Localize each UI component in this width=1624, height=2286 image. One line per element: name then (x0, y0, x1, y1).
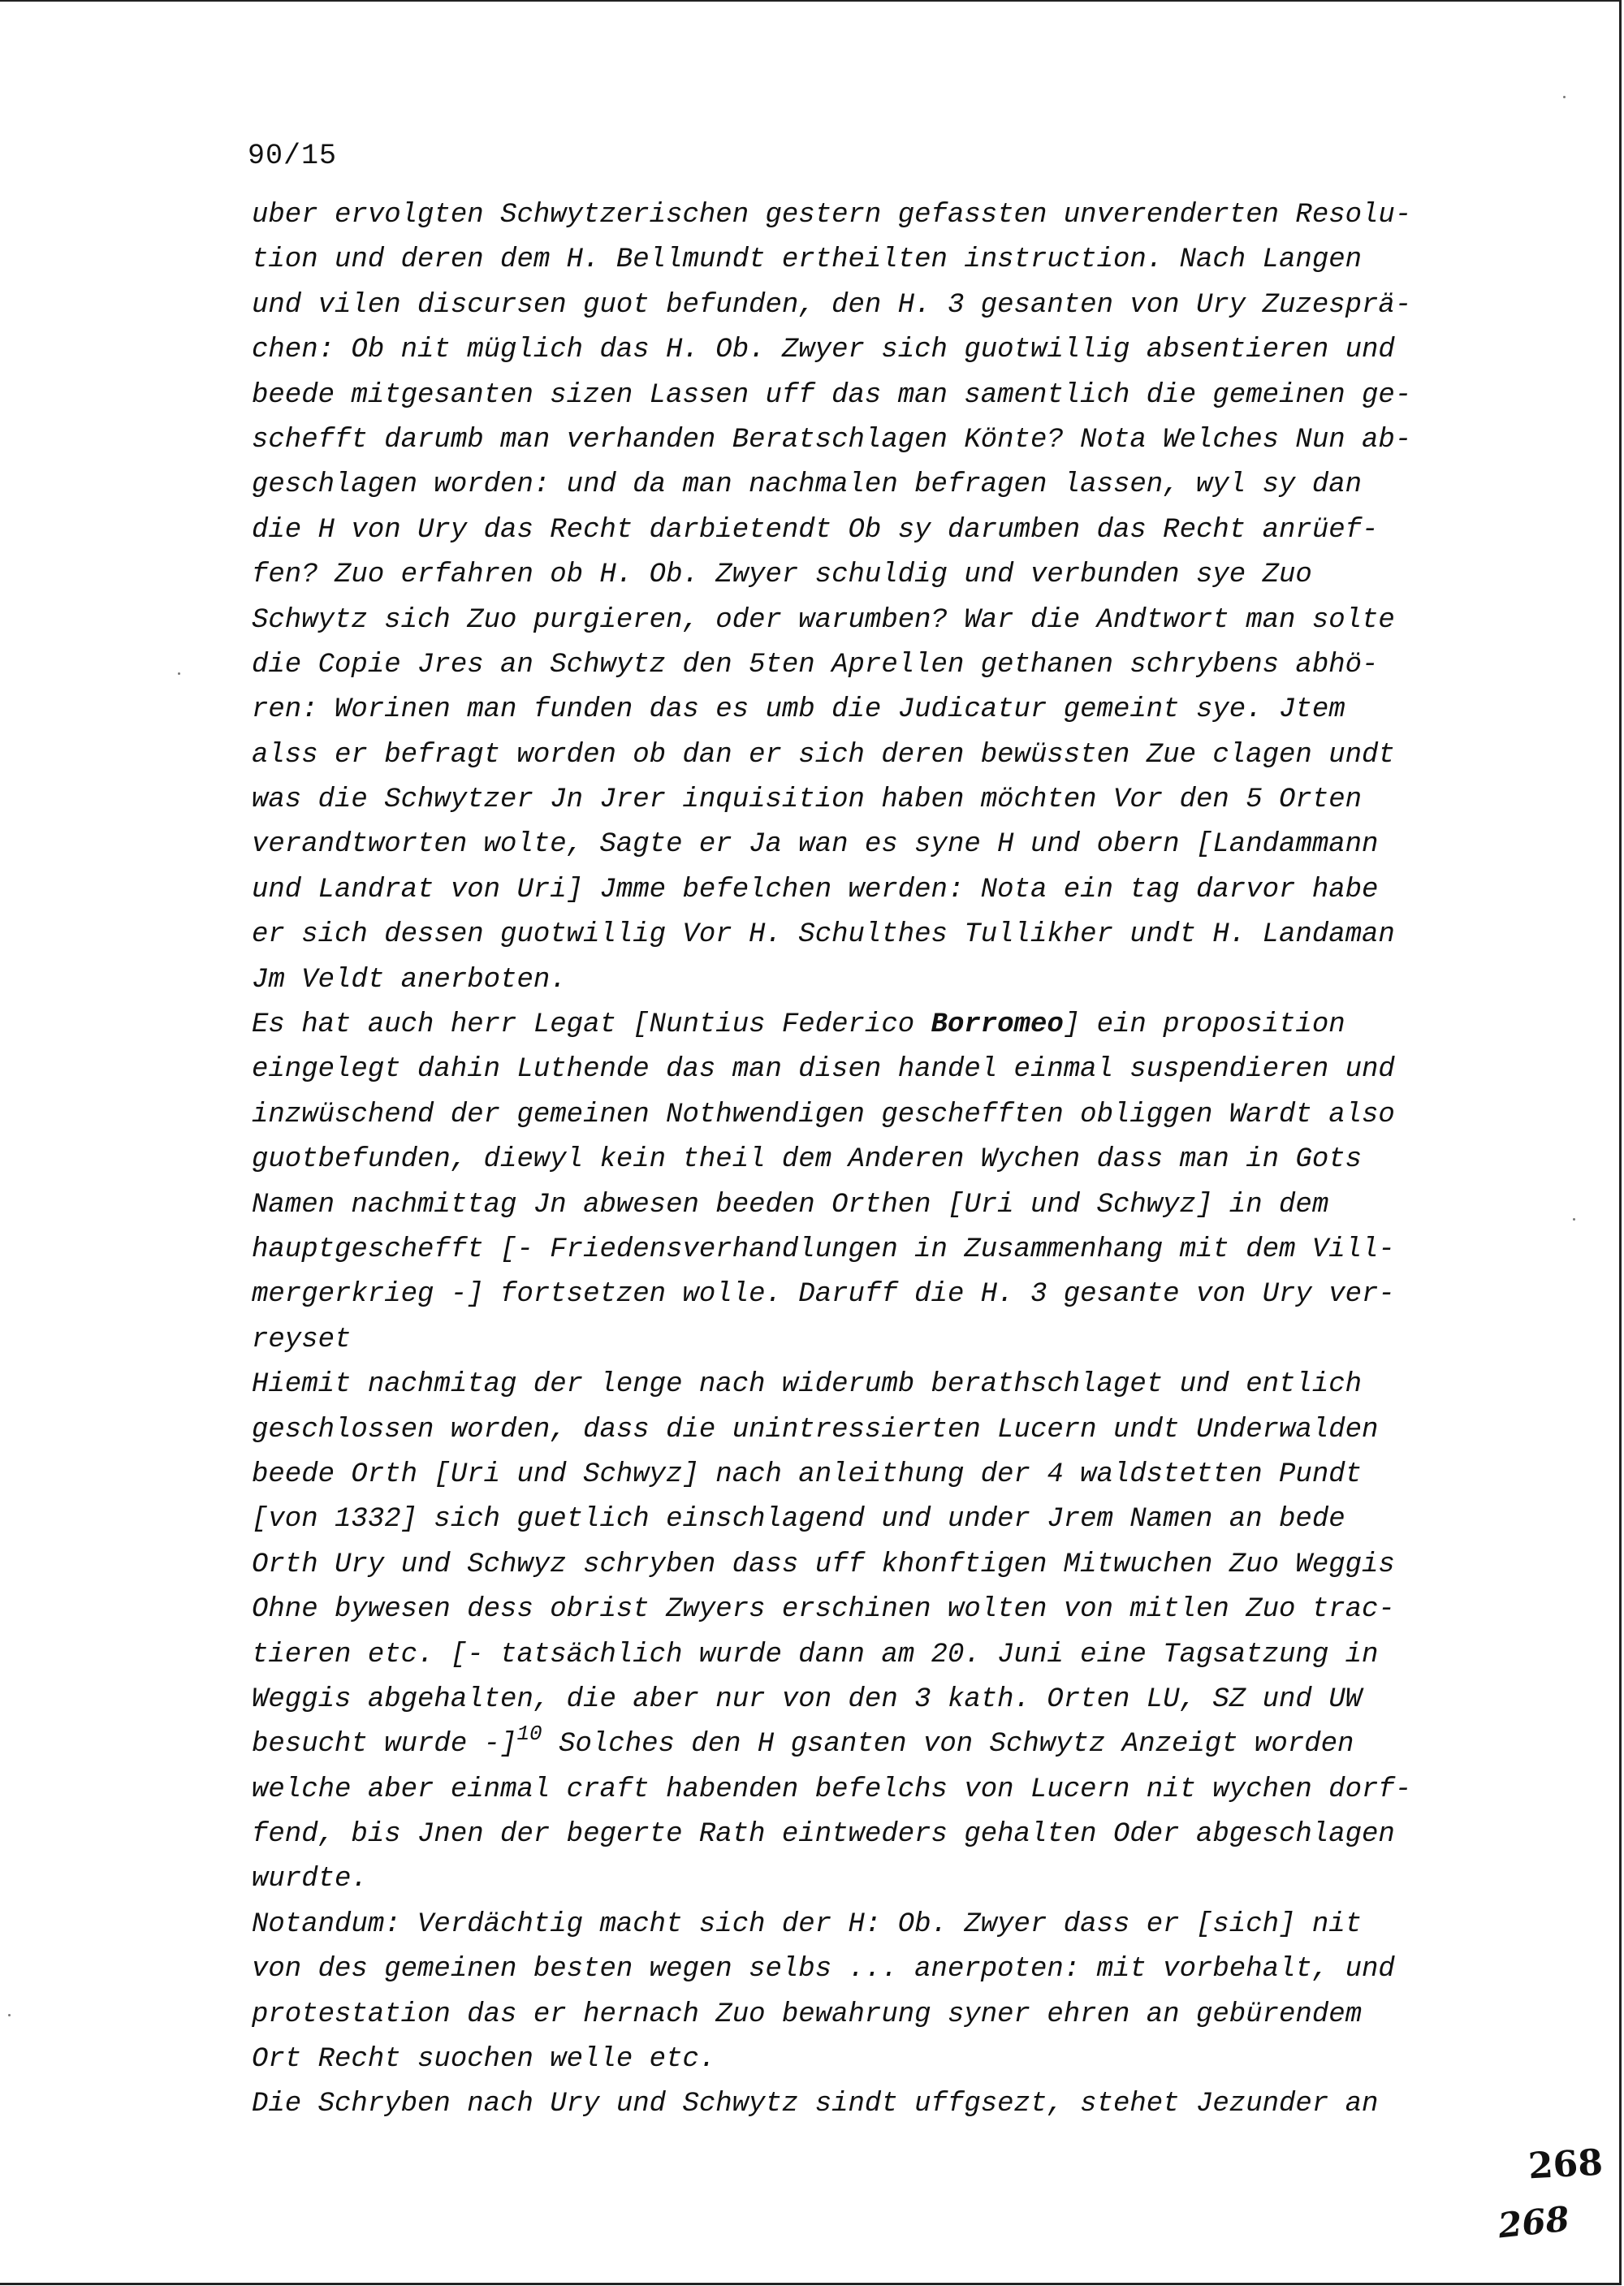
text-line: ren: Worinen man funden das es umb die Judicatur gemeint sye. Jtem (252, 694, 1345, 726)
text-segment: Es hat auch herr Legat [Nuntius Federico (252, 1009, 931, 1041)
text-segment: besucht wurde -] (252, 1729, 517, 1761)
text-line: geschlagen worden: und da man nachmalen befragen lassen, wyl sy dan (252, 469, 1363, 501)
paragraph-block-3 (252, 1768, 1518, 2128)
scan-speck (1573, 1218, 1575, 1221)
text-line: geschlossen worden, dass die unintressierten Lucern undt Underwalden (252, 1414, 1379, 1445)
text-line: chen: Ob nit müglich das H. Ob. Zwyer sich guotwillig absentieren und (252, 335, 1395, 366)
text-line: Die Schryben nach Ury und Schwytz sindt uffgsezt, stehet Jezunder an (252, 2089, 1379, 2120)
text-line: fen? Zuo erfahren ob H. Ob. Zwyer schuldig und verbunden sye Zuo (252, 560, 1312, 591)
scan-speck (178, 672, 180, 675)
text-line: wurdte. (252, 1864, 368, 1895)
text-line: tieren etc. [- tatsächlich wurde dann am 20. Juni eine Tagsatzung in (252, 1639, 1379, 1670)
scan-speck (8, 2014, 11, 2016)
text-line: er sich dessen guotwillig Vor H. Schulthes Tullikher undt H. Landaman (252, 919, 1395, 951)
text-line: beede Orth [Uri und Schwyz] nach anleithung der 4 waldstetten Pundt (252, 1458, 1363, 1490)
text-line: Jm Veldt anerboten. (252, 964, 567, 996)
text-line (252, 1722, 1518, 1767)
text-line: alss er befragt worden ob dan er sich deren bewüssten Zue clagen undt (252, 739, 1395, 771)
text-line: von des gemeinen besten wegen selbs ... anerpoten: mit vorbehalt, und (252, 1954, 1395, 1986)
text-line: Ohne bywesen dess obrist Zwyers erschinen wolten von mitlen Zuo trac- (252, 1594, 1395, 1626)
text-line: inzwüschend der gemeinen Nothwendigen geschefften obliggen Wardt also (252, 1099, 1395, 1130)
text-line: Schwytz sich Zuo purgieren, oder warumben? War die Andtwort man solte (252, 604, 1395, 636)
text-line: und Landrat von Uri] Jmme befelchen werden: Nota ein tag darvor habe (252, 874, 1379, 905)
text-line: Ort Recht suochen welle etc. (252, 2044, 716, 2076)
text-line: schefft darumb man verhanden Beratschlagen Könte? Nota Welches Nun ab- (252, 424, 1412, 456)
text-line: protestation das er hernach Zuo bewahrung syner ehren an gebürendem (252, 1999, 1363, 2030)
text-line: welche aber einmal craft habenden befelchs von Lucern nit wychen dorf- (252, 1774, 1412, 1805)
text-segment: Solches den H gsanten von Schwytz Anzeigt worden (542, 1729, 1354, 1761)
text-line: reyset (252, 1324, 352, 1355)
text-line: und vilen discursen guot befunden, den H. 3 gesanten von Ury Zuzesprä- (252, 289, 1412, 321)
footnote-marker: 10 (516, 1722, 542, 1747)
page-id: 90/15 (248, 140, 338, 172)
text-line: guotbefunden, diewyl kein theil dem Anderen Wychen dass man in Gots (252, 1144, 1363, 1176)
text-line: fend, bis Jnen der begerte Rath eintweders gehalten Oder abgeschlagen (252, 1819, 1395, 1851)
text-line: die Copie Jres an Schwytz den 5ten Aprellen gethanen schrybens abhö- (252, 649, 1379, 681)
text-line (252, 1003, 1518, 1048)
text-line: Orth Ury und Schwyz schryben dass uff khonftigen Mitwuchen Zuo Weggis (252, 1549, 1395, 1580)
text-segment: ] ein proposition (1063, 1009, 1345, 1041)
bold-name: Borromeo (931, 1009, 1064, 1041)
page-number-stamp: 268 (1527, 2141, 1605, 2188)
text-line: mergerkrieg -] fortsetzen wolle. Daruff die H. 3 gesante von Ury ver- (252, 1279, 1395, 1311)
paragraph-block-1 (252, 193, 1518, 1003)
page-number-handwritten: 268 (1496, 2198, 1571, 2246)
text-line: beede mitgesanten sizen Lassen uff das man samentlich die gemeinen ge- (252, 379, 1412, 411)
document-body (252, 193, 1518, 2128)
text-line: was die Schwytzer Jn Jrer inquisition haben möchten Vor den 5 Orten (252, 784, 1363, 816)
text-line: Weggis abgehalten, die aber nur von den 3 kath. Orten LU, SZ und UW (252, 1683, 1363, 1715)
text-line: Notandum: Verdächtig macht sich der H: Ob. Zwyer dass er [sich] nit (252, 1908, 1363, 1940)
text-line: verandtworten wolte, Sagte er Ja wan es syne H und obern [Landammann (252, 829, 1379, 861)
scan-speck (1563, 96, 1566, 98)
text-line: Hiemit nachmitag der lenge nach widerumb berathschlaget und entlich (252, 1369, 1363, 1401)
text-line: Namen nachmittag Jn abwesen beeden Orthen [Uri und Schwyz] in dem (252, 1189, 1329, 1221)
text-line: die H von Ury das Recht darbietendt Ob sy darumben das Recht anrüef- (252, 514, 1379, 546)
paragraph-block-2 (252, 1048, 1518, 1722)
text-line: [von 1332] sich guetlich einschlagend und under Jrem Namen an bede (252, 1504, 1345, 1536)
text-line: tion und deren dem H. Bellmundt ertheilten instruction. Nach Langen (252, 244, 1363, 276)
text-line: eingelegt dahin Luthende das man disen handel einmal suspendieren und (252, 1054, 1395, 1086)
text-line: hauptgeschefft [- Friedensverhandlungen in Zusammenhang mit dem Vill- (252, 1234, 1395, 1265)
text-line: uber ervolgten Schwytzerischen gestern gefassten unverenderten Resolu- (252, 200, 1412, 231)
